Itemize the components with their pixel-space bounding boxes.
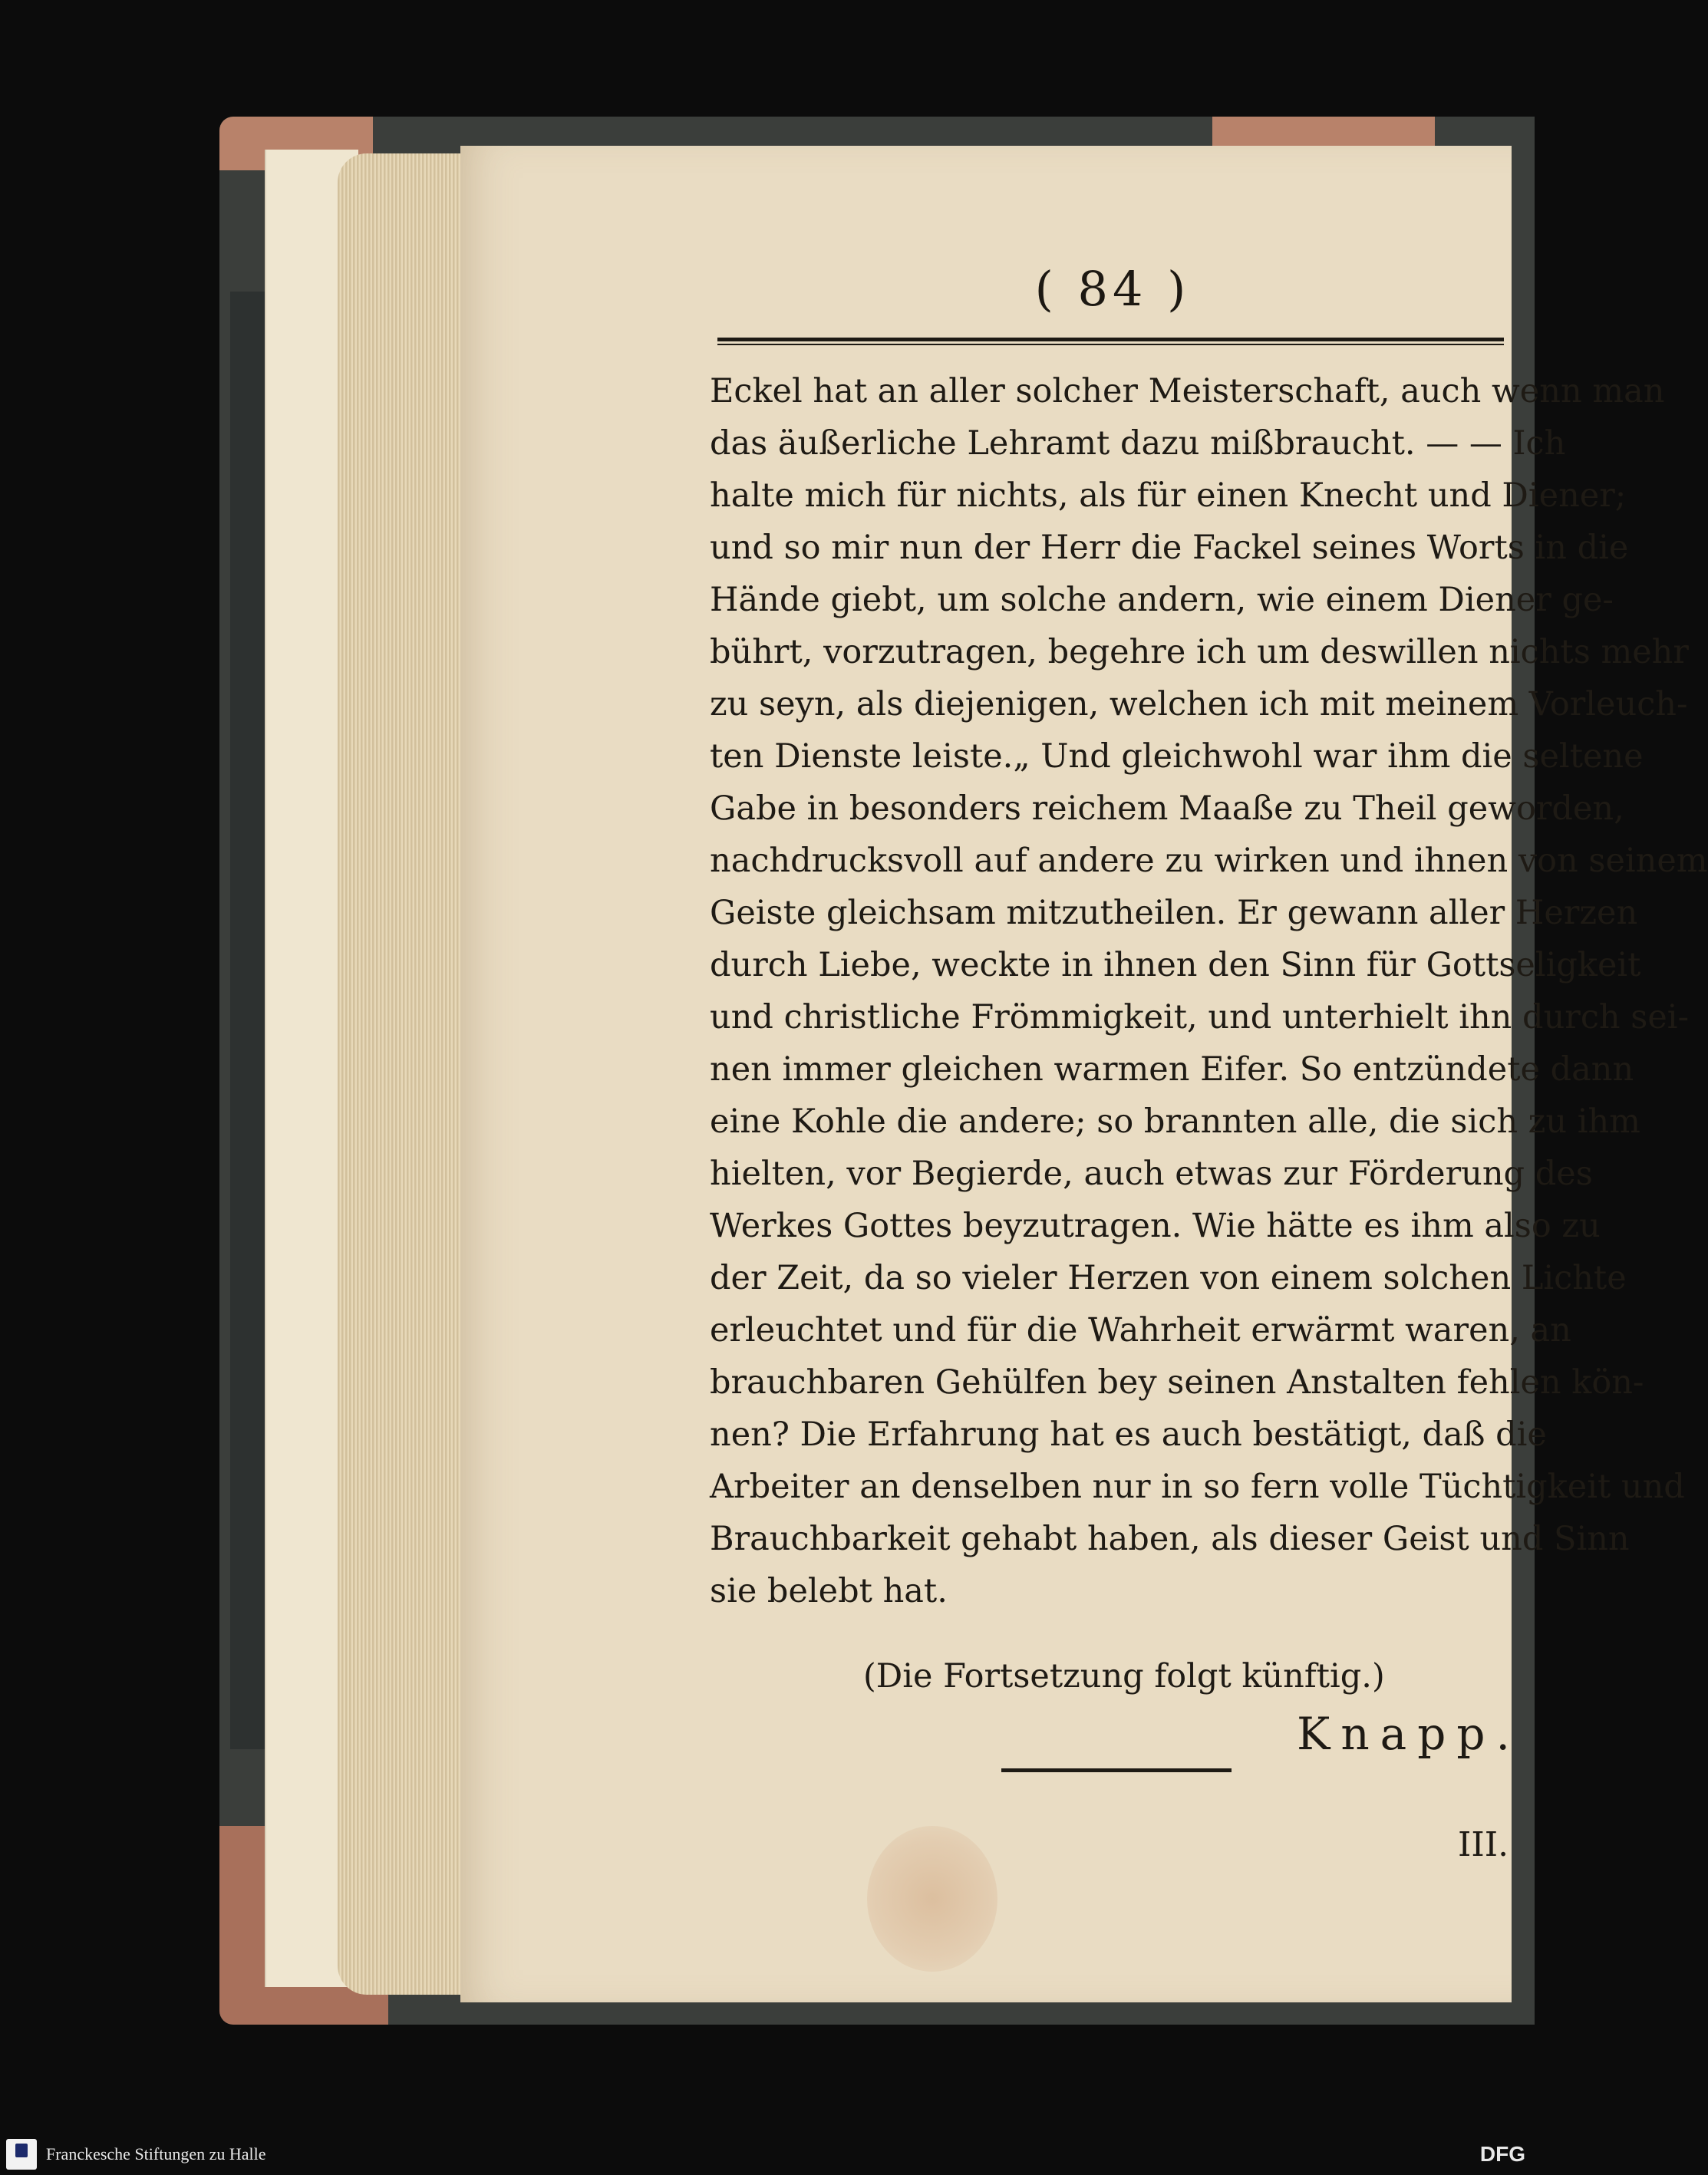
text-line: Gabe in besonders reichem Maaße zu Theil geworden, <box>710 789 1624 828</box>
text-line: Arbeiter an denselben nur in so fern volle Tüchtigkeit und <box>710 1468 1685 1506</box>
paper-stain <box>867 1826 997 1972</box>
text-line: Eckel hat an aller solcher Meisterschaft, auch wenn man <box>710 372 1665 410</box>
author-name: Knapp. <box>1297 1708 1521 1760</box>
text-line: und so mir nun der Herr die Fackel seines Worts in die <box>710 529 1629 567</box>
institution-name: Franckesche Stiftungen zu Halle <box>46 2144 266 2163</box>
cover-board <box>230 292 265 1749</box>
text-line: sie belebt hat. <box>710 1572 948 1610</box>
header-rule <box>717 338 1504 345</box>
text-line: hielten, vor Begierde, auch etwas zur Förderung des <box>710 1155 1593 1193</box>
text-line: Hände giebt, um solche andern, wie einem Diener ge- <box>710 581 1614 619</box>
text-line: nachdrucksvoll auf andere zu wirken und ihnen von seinem <box>710 842 1708 880</box>
text-line: und christliche Frömmigkeit, und unterhielt ihn durch sei- <box>710 998 1690 1036</box>
text-line: Brauchbarkeit gehabt haben, als dieser Geist und Sinn <box>710 1520 1630 1558</box>
closing-rule <box>1001 1768 1232 1772</box>
text-line: durch Liebe, weckte in ihnen den Sinn für Gottseligkeit <box>710 946 1641 984</box>
dfg-logo: DFG <box>1479 2142 1525 2166</box>
text-line: Werkes Gottes beyzutragen. Wie hätte es ihm also zu <box>710 1207 1601 1245</box>
text-line: Geiste gleichsam mitzutheilen. Er gewann aller Herzen <box>710 894 1638 932</box>
text-line: halte mich für nichts, als für einen Knecht und Diener; <box>710 476 1627 515</box>
francke-foundation-logo-icon <box>6 2139 37 2170</box>
text-line: bührt, vorzutragen, begehre ich um deswillen nichts mehr <box>710 633 1689 671</box>
text-line: der Zeit, da so vieler Herzen von einem solchen Lichte <box>710 1259 1627 1297</box>
text-line: das äußerliche Lehramt dazu mißbraucht. — — Ich <box>710 424 1566 463</box>
text-line: nen immer gleichen warmen Eifer. So entzündete dann <box>710 1050 1634 1089</box>
text-line: ten Dienste leiste.„ Und gleichwohl war ihm die seltene <box>710 737 1644 776</box>
text-line: zu seyn, als diejenigen, welchen ich mit meinem Vorleuch- <box>710 685 1688 723</box>
text-line: brauchbaren Gehülfen bey seinen Anstalten fehlen kön- <box>710 1363 1644 1402</box>
text-line: eine Kohle die andere; so brannten alle, die sich zu ihm <box>710 1102 1640 1141</box>
text-line: nen? Die Erfahrung hat es auch bestätigt, daß die <box>710 1415 1547 1454</box>
page-number: ( 84 ) <box>1034 261 1191 317</box>
text-line: erleuchtet und für die Wahrheit erwärmt waren, an <box>710 1311 1571 1349</box>
signature-mark: III. <box>1458 1825 1509 1864</box>
continuation-note: (Die Fortsetzung folgt künftig.) <box>863 1657 1385 1696</box>
